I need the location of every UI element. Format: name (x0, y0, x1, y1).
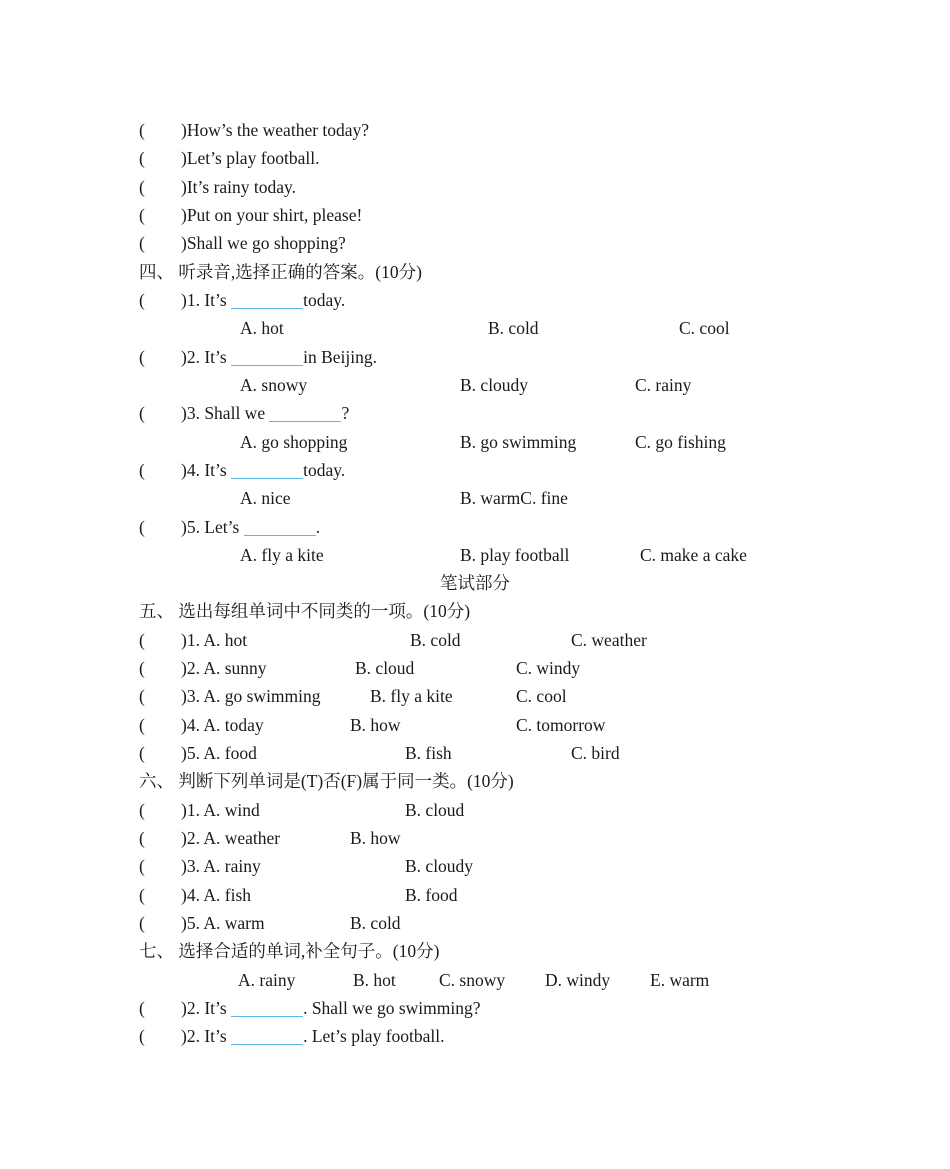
question-text: )4. It’s today. (181, 460, 346, 480)
section5-heading: 五、 选出每组单词中不同类的一项。(10分) (139, 601, 471, 621)
option-a: )3. A. rainy (181, 856, 261, 876)
question-text: )5. Let’s . (181, 517, 321, 537)
option-c: C. bird (571, 743, 620, 763)
option-c: C. rainy (635, 375, 692, 395)
option-a: )1. A. hot (181, 630, 248, 650)
option-c: C. go fishing (635, 432, 726, 452)
option-b: B. food (405, 885, 458, 905)
option-a: )4. A. today (181, 715, 264, 735)
answer-paren: ( (139, 177, 145, 197)
sentence: )Let’s play football. (181, 148, 320, 168)
question-text: )2. It’s . Shall we go swimming? (181, 998, 481, 1018)
answer-paren: ( (139, 715, 145, 735)
answer-paren: ( (139, 800, 145, 820)
answer-paren: ( (139, 347, 145, 367)
option-b: B. cloudy (460, 375, 529, 395)
option-a: A. go shopping (240, 432, 348, 452)
answer-paren: ( (139, 658, 145, 678)
option-a: A. fly a kite (240, 545, 324, 565)
option-b: B. play football (460, 545, 570, 565)
question-text: )3. Shall we ? (181, 403, 350, 423)
word-bank-item: C. snowy (439, 970, 506, 990)
answer-paren: ( (139, 517, 145, 537)
word-bank-item: D. windy (545, 970, 611, 990)
option-c: C. weather (571, 630, 647, 650)
option-b: B. cold (410, 630, 461, 650)
option-b: B. cloud (405, 800, 465, 820)
question-text: )1. It’s today. (181, 290, 346, 310)
option-b: B. how (350, 715, 401, 735)
option-c: C. cool (679, 318, 730, 338)
option-a: )5. A. food (181, 743, 257, 763)
answer-paren: ( (139, 403, 145, 423)
answer-paren: ( (139, 148, 145, 168)
option-a: A. nice (240, 488, 291, 508)
answer-paren: ( (139, 743, 145, 763)
word-bank-item: B. hot (353, 970, 396, 990)
option-a: )2. A. sunny (181, 658, 267, 678)
option-a: A. snowy (240, 375, 308, 395)
answer-paren: ( (139, 460, 145, 480)
option-b: B. fish (405, 743, 452, 763)
section6-heading: 六、 判断下列单词是(T)否(F)属于同一类。(10分) (139, 771, 514, 791)
answer-blank (244, 517, 316, 536)
answer-paren: ( (139, 856, 145, 876)
answer-paren: ( (139, 233, 145, 253)
answer-blank (231, 347, 303, 366)
word-bank-item: E. warm (650, 970, 710, 990)
answer-paren: ( (139, 290, 145, 310)
answer-paren: ( (139, 998, 145, 1018)
option-b: B. fly a kite (370, 686, 453, 706)
section7-heading: 七、 选择合适的单词,补全句子。(10分) (139, 941, 440, 961)
answer-paren: ( (139, 205, 145, 225)
option-a: )2. A. weather (181, 828, 281, 848)
answer-paren: ( (139, 120, 145, 140)
answer-blank (231, 290, 303, 309)
word-bank-item: A. rainy (238, 970, 296, 990)
sentence: )Put on your shirt, please! (181, 205, 363, 225)
option-a: )3. A. go swimming (181, 686, 321, 706)
option-c: C. tomorrow (516, 715, 606, 735)
question-text: )2. It’s in Beijing. (181, 347, 377, 367)
option-b: B. how (350, 828, 401, 848)
sentence: )How’s the weather today? (181, 120, 370, 140)
option-a: A. hot (240, 318, 284, 338)
sentence: )It’s rainy today. (181, 177, 297, 197)
option-a: )1. A. wind (181, 800, 260, 820)
option-b: B. cloud (355, 658, 415, 678)
option-b: B. warmC. fine (460, 488, 568, 508)
answer-blank (269, 403, 341, 422)
option-c: C. make a cake (640, 545, 747, 565)
option-b: B. cold (350, 913, 401, 933)
sentence: )Shall we go shopping? (181, 233, 346, 253)
option-a: )5. A. warm (181, 913, 265, 933)
question-text: )2. It’s . Let’s play football. (181, 1026, 445, 1046)
option-c: C. cool (516, 686, 567, 706)
answer-blank (231, 460, 303, 479)
answer-blank (231, 1026, 303, 1045)
section4-heading: 四、 听录音,选择正确的答案。(10分) (139, 262, 422, 282)
option-c: C. windy (516, 658, 581, 678)
option-a: )4. A. fish (181, 885, 251, 905)
answer-paren: ( (139, 913, 145, 933)
answer-paren: ( (139, 1026, 145, 1046)
answer-blank (231, 998, 303, 1017)
answer-paren: ( (139, 885, 145, 905)
option-b: B. cloudy (405, 856, 474, 876)
answer-paren: ( (139, 828, 145, 848)
answer-paren: ( (139, 686, 145, 706)
written-part-title: 笔试部分 (440, 573, 510, 593)
option-b: B. cold (488, 318, 539, 338)
answer-paren: ( (139, 630, 145, 650)
option-b: B. go swimming (460, 432, 577, 452)
